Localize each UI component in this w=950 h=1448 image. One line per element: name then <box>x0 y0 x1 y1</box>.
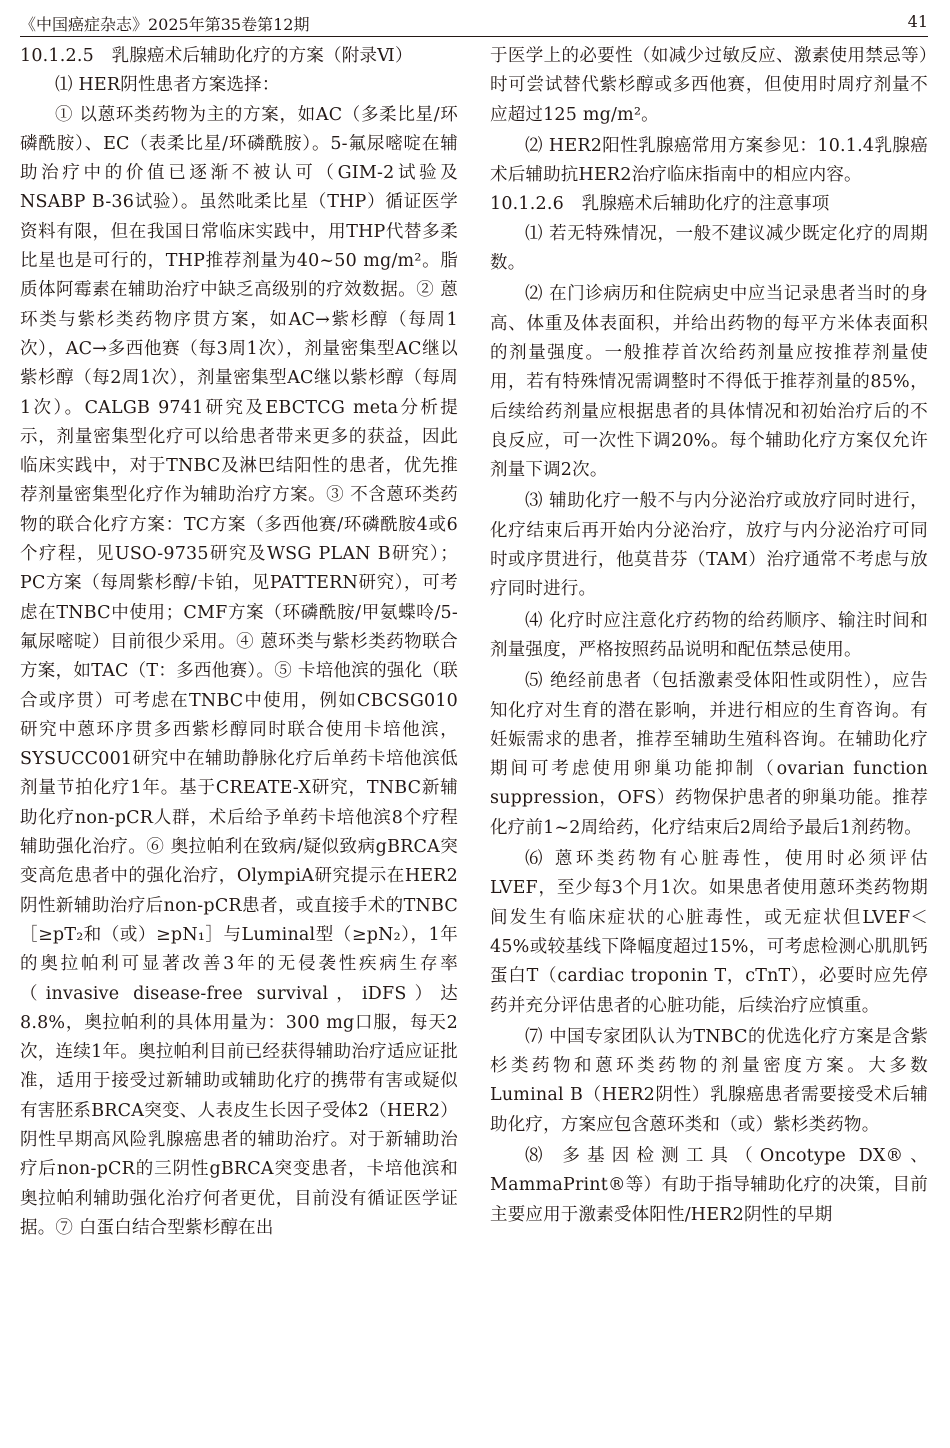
paragraph-note-6: ⑹ 蒽环类药物有心脏毒性，使用时必须评估LVEF，至少每3个月1次。如果患者使用蒽环类药物期间发生有临床症状的心脏毒性，或无症状但LVEF＜45%或较基线下降幅度超过15%，可考虑检测心肌肌钙蛋白T（cardiac troponin T，cTnT），必要时应先停药并充分评估患者的心脏功能，后续治疗应慎重。 <box>490 849 928 1016</box>
paragraph-her2-positive: ⑵ HER2阳性乳腺癌常用方案参见：10.1.4乳腺癌术后辅助抗HER2治疗临床指南中的相应内容。 <box>490 135 928 186</box>
paragraph-note-4: ⑷ 化疗时应注意化疗药物的给药顺序、输注时间和剂量强度，严格按照药品说明和配伍禁忌使用。 <box>490 610 928 660</box>
paragraph-her-negative-title: ⑴ HER阴性患者方案选择： <box>55 75 280 96</box>
right-column <box>490 42 928 1230</box>
paragraph-note-8: ⑻ 多基因检测工具（Oncotype DX®、MammaPrint®等）有助于指导辅助化疗的决策，目前主要应用于激素受体阳性/HER2阴性的早期 <box>490 1145 928 1225</box>
paragraph-note-2: ⑵ 在门诊病历和住院病史中应当记录患者当时的身高、体重及体表面积，并给出药物的每平方米体表面积的剂量强度。一般推荐首次给药剂量应按推荐剂量使用，若有特殊情况需调整时不得低于推荐剂量的85%，后续给药剂量应根据患者的具体情况和初始治疗后的不良反应，可一次性下调20%。每个辅助化疗方案仅允许剂量下调2次。 <box>490 284 928 481</box>
paragraph-note-5: ⑸ 绝经前患者（包括激素受体阳性或阴性），应告知化疗对生育的潜在影响，并进行相应的生育咨询。有妊娠需求的患者，推荐至辅助生殖科咨询。在辅助化疗期间可考虑使用卵巢功能抑制（ovarian function suppression，OFS）药物保护患者的卵巢功能。推荐化疗前1~2周给药，化疗结束后2周给予最后1剂药物。 <box>490 671 928 838</box>
section-heading-10-1-2-5: 10.1.2.5 乳腺癌术后辅助化疗的方案（附录Ⅵ） <box>20 46 413 66</box>
section-heading-10-1-2-6: 10.1.2.6 乳腺癌术后辅助化疗的注意事项 <box>490 194 830 215</box>
paragraph-note-7: ⑺ 中国专家团队认为TNBC的优选化疗方案是含紫杉类药物和蒽环类药物的剂量密度方案。大多数Luminal B（HER2阴性）乳腺癌患者需要接受术后辅助化疗，方案应包含蒽环类和（或）紫杉类药物。 <box>490 1026 928 1135</box>
left-column <box>20 42 458 1243</box>
running-header <box>20 8 928 37</box>
journal-title: 《中国癌症杂志》2025年第35卷第12期 <box>20 15 310 34</box>
paragraph-continuation: 于医学上的必要性（如减少过敏反应、激素使用禁忌等）时可尝试替代紫杉醇或多西他赛，但使用时周疗剂量不应超过125 mg/m²。 <box>490 46 928 125</box>
paragraph-regimens: ① 以蒽环类药物为主的方案，如AC（多柔比星/环磷酰胺）、EC（表柔比星/环磷酰胺）。5-氟尿嘧啶在辅助治疗中的价值已逐渐不被认可（GIM-2试验及NSABP B-36试验）。虽然吡柔比星（THP）循证医学资料有限，但在我国日常临床实践中，用THP代替多柔比星也是可行的，THP推荐剂量为40~50 mg/m²。脂质体阿霉素在辅助治疗中缺乏高级别的疗效数据。② 蒽环类与紫杉类药物序贯方案，如AC→紫杉醇（每周1次），AC→多西他赛（每3周1次），剂量密集型AC继以紫杉醇（每2周1次），剂量密集型AC继以紫杉醇（每周1次）。CALGB 9741研究及EBCTCG meta分析提示，剂量密集型化疗可以给患者带来更多的获益，因此临床实践中，对于TNBC及淋巴结阳性的患者，优先推荐剂量密集型化疗作为辅助治疗方案。③ 不含蒽环类药物的联合化疗方案：TC方案（多西他赛/环磷酰胺4或6个疗程，见USO-9735研究及WSG PLAN B研究）；PC方案（每周紫杉醇/卡铂，见PATTERN研究），可考虑在TNBC中使用；CMF方案（环磷酰胺/甲氨蝶呤/5-氟尿嘧啶）目前很少采用。④ 蒽环类与紫杉类药物联合方案，如TAC（T：多西他赛）。⑤ 卡培他滨的强化（联合或序贯）可考虑在TNBC中使用，例如CBCSG010研究中蒽环序贯多西紫杉醇同时联合使用卡培他滨，SYSUCC001研究中在辅助静脉化疗后单药卡培他滨低剂量节拍化疗1年。基于CREATE-X研究，TNBC新辅助化疗non-pCR人群，术后给予单药卡培他滨8个疗程辅助强化治疗。⑥ 奥拉帕利在致病/疑似致病gBRCA突变高危患者中的强化治疗，OlympiA研究提示在HER2阴性新辅助治疗后non-pCR患者，或直接手术的TNBC［≥pT₂和（或）≥pN₁］与Luminal型（≥pN₂），1年的奥拉帕利可显著改善3年的无侵袭性疾病生存率（invasive disease-free survival，iDFS）达8.8%，奥拉帕利的具体用量为：300 mg口服，每天2次，连续1年。奥拉帕利目前已经获得辅助治疗适应证批准，适用于接受过新辅助或辅助化疗的携带有害或疑似有害胚系BRCA突变、人表皮生长因子受体2（HER2）阴性早期高风险乳腺癌患者的辅助治疗。对于新辅助治疗后non-pCR的三阴性gBRCA突变患者，卡培他滨和奥拉帕利辅助强化治疗何者更优，目前没有循证医学证据。⑦ 白蛋白结合型紫杉醇在出 <box>20 104 458 1238</box>
paragraph-note-1: ⑴ 若无特殊情况，一般不建议减少既定化疗的周期数。 <box>490 223 928 274</box>
page-number: 41 <box>907 12 928 31</box>
paragraph-note-3: ⑶ 辅助化疗一般不与内分泌治疗或放疗同时进行，化疗结束后再开始内分泌治疗，放疗与内分泌治疗可同时或序贯进行，他莫昔芬（TAM）治疗通常不考虑与放疗同时进行。 <box>490 491 928 600</box>
